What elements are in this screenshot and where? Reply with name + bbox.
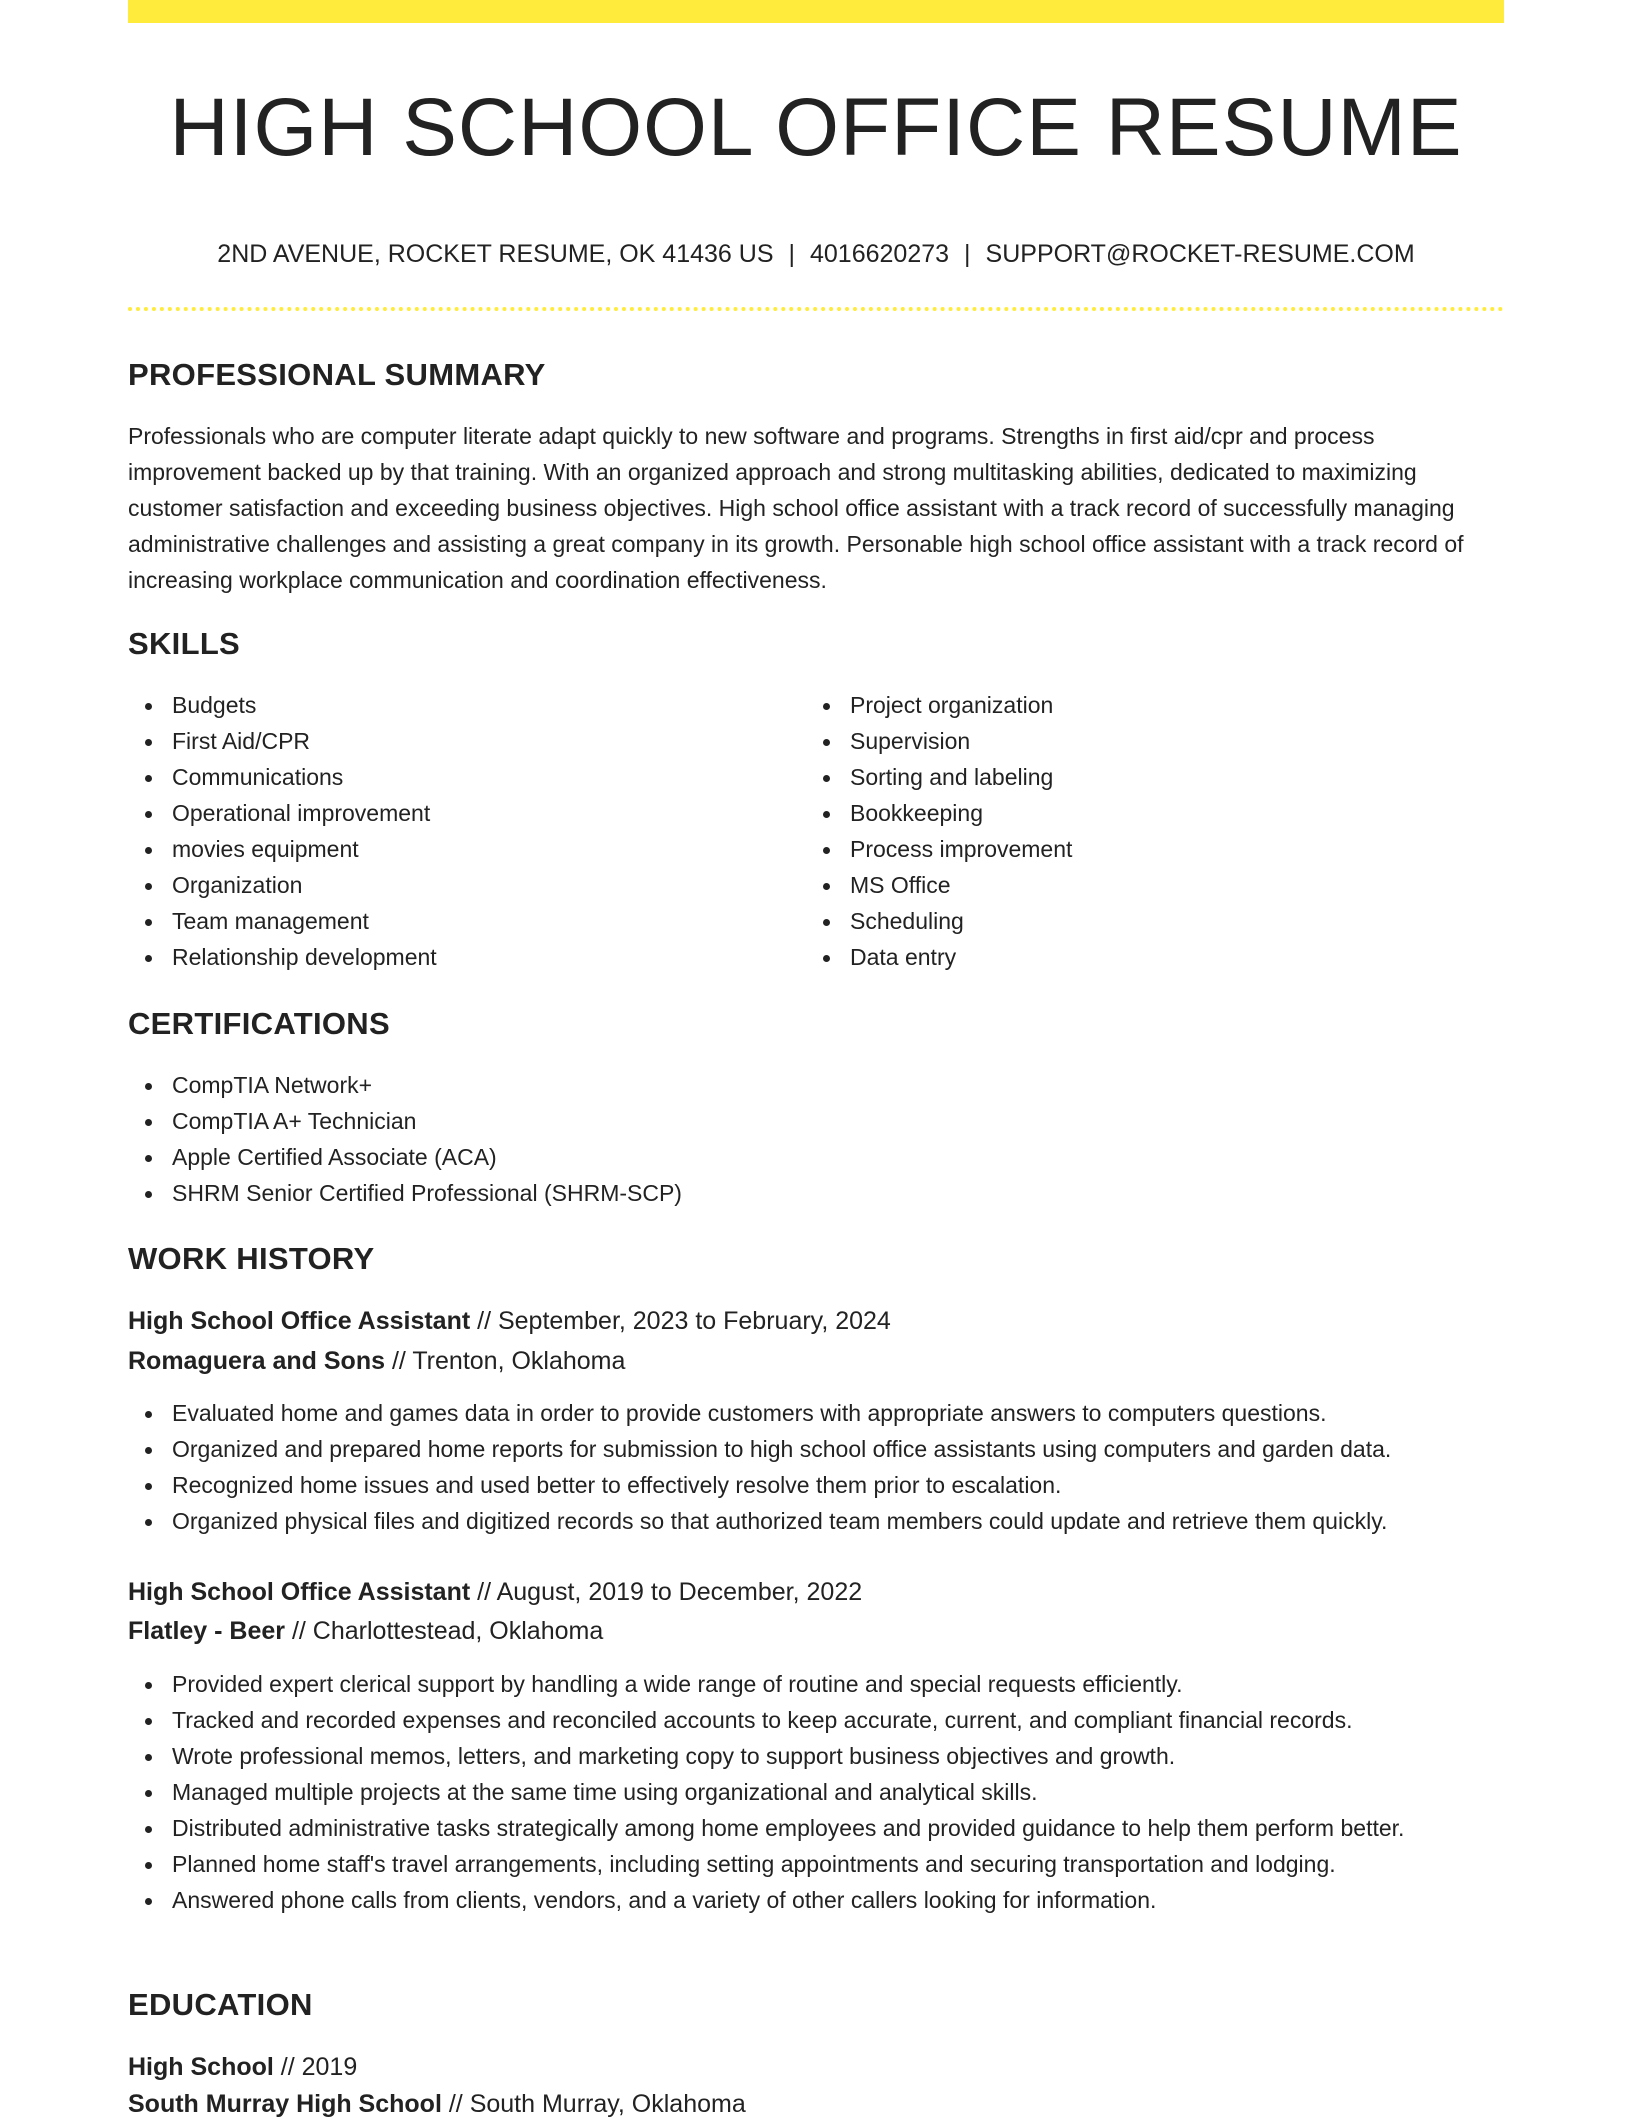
skill-item: Relationship development bbox=[128, 939, 788, 975]
skill-item: Team management bbox=[128, 903, 788, 939]
job-dates: // August, 2019 to December, 2022 bbox=[477, 1578, 863, 1606]
certification-item: Apple Certified Associate (ACA) bbox=[128, 1139, 1504, 1175]
job-bullet: Organized physical files and digitized records so that authorized team members could update and retrieve them quickly. bbox=[128, 1503, 1504, 1539]
contact-phone: 4016620273 bbox=[810, 240, 950, 268]
summary-heading: PROFESSIONAL SUMMARY bbox=[128, 357, 546, 392]
resume-title: HIGH SCHOOL OFFICE RESUME bbox=[169, 82, 1463, 173]
job-role: High School Office Assistant bbox=[128, 1578, 471, 1606]
education-year: // 2019 bbox=[280, 2053, 358, 2081]
contact-separator: | bbox=[964, 240, 971, 268]
job-role: High School Office Assistant bbox=[128, 1307, 471, 1335]
contact-email: SUPPORT@ROCKET-RESUME.COM bbox=[985, 240, 1415, 268]
skill-item: MS Office bbox=[806, 867, 1466, 903]
job-bullet: Answered phone calls from clients, vendors, and a variety of other callers looking for information. bbox=[128, 1882, 1504, 1918]
certification-item: SHRM Senior Certified Professional (SHRM-SCP) bbox=[128, 1175, 1504, 1211]
summary-text: Professionals who are computer literate adapt quickly to new software and programs. Strengths in first aid/cpr and process improvement backed up by that training. With an organized approach and strong multitasking abilities, dedicated to maximizing customer satisfaction and exceeding business objectives. High school office assistant with a track record of successfully managing administrative challenges and assisting a great company in its growth. Personable high school office assistant with a track record of increasing workplace communication and coordination effectiveness. bbox=[128, 423, 1464, 593]
job-1-bullets bbox=[128, 1395, 1504, 1539]
job-bullet: Managed multiple projects at the same time using organizational and analytical skills. bbox=[128, 1774, 1504, 1810]
job-bullet: Recognized home issues and used better to effectively resolve them prior to escalation. bbox=[128, 1467, 1504, 1503]
job-bullet: Wrote professional memos, letters, and marketing copy to support business objectives and growth. bbox=[128, 1738, 1504, 1774]
certifications-list bbox=[128, 1067, 1504, 1211]
dotted-divider bbox=[128, 307, 1504, 311]
certifications-heading: CERTIFICATIONS bbox=[128, 1006, 390, 1041]
skill-item: First Aid/CPR bbox=[128, 723, 788, 759]
skill-item: Supervision bbox=[806, 723, 1466, 759]
contact-separator: | bbox=[788, 240, 795, 268]
skill-item: Organization bbox=[128, 867, 788, 903]
education-degree: High School bbox=[128, 2053, 274, 2081]
skill-item: Process improvement bbox=[806, 831, 1466, 867]
job-dates: // September, 2023 to February, 2024 bbox=[477, 1307, 891, 1335]
job-bullet: Tracked and recorded expenses and reconciled accounts to keep accurate, current, and compliant financial records. bbox=[128, 1702, 1504, 1738]
skill-item: Bookkeeping bbox=[806, 795, 1466, 831]
job-location: // Charlottestead, Oklahoma bbox=[291, 1617, 604, 1645]
skill-item: Sorting and labeling bbox=[806, 759, 1466, 795]
job-bullet: Provided expert clerical support by handling a wide range of routine and special requests efficiently. bbox=[128, 1666, 1504, 1702]
job-2-company-line bbox=[128, 1613, 603, 1649]
accent-top-bar bbox=[128, 0, 1504, 23]
job-company: Romaguera and Sons bbox=[128, 1347, 385, 1375]
education-heading: EDUCATION bbox=[128, 1987, 313, 2022]
skill-item: Communications bbox=[128, 759, 788, 795]
job-bullet: Planned home staff's travel arrangements, including setting appointments and securing transportation and lodging. bbox=[128, 1846, 1504, 1882]
job-company: Flatley - Beer bbox=[128, 1617, 286, 1645]
skill-item: Operational improvement bbox=[128, 795, 788, 831]
job-bullet: Organized and prepared home reports for submission to high school office assistants using computers and garden data. bbox=[128, 1431, 1504, 1467]
skill-item: Project organization bbox=[806, 687, 1466, 723]
skill-item: Data entry bbox=[806, 939, 1466, 975]
certification-item: CompTIA A+ Technician bbox=[128, 1103, 1504, 1139]
education-location: // South Murray, Oklahoma bbox=[448, 2090, 746, 2118]
job-2-title-line bbox=[128, 1574, 862, 1610]
job-1-company-line bbox=[128, 1343, 625, 1379]
contact-address: 2ND AVENUE, ROCKET RESUME, OK 41436 US bbox=[217, 240, 774, 268]
certification-item: CompTIA Network+ bbox=[128, 1067, 1504, 1103]
skills-heading: SKILLS bbox=[128, 626, 241, 661]
education-school: South Murray High School bbox=[128, 2090, 442, 2118]
education-school-line bbox=[128, 2086, 746, 2122]
education-degree-line bbox=[128, 2049, 357, 2085]
job-location: // Trenton, Oklahoma bbox=[391, 1347, 626, 1375]
job-2-bullets bbox=[128, 1666, 1504, 1918]
job-1-title-line bbox=[128, 1303, 891, 1339]
skills-list-right bbox=[806, 687, 1466, 975]
skill-item: Scheduling bbox=[806, 903, 1466, 939]
skill-item: movies equipment bbox=[128, 831, 788, 867]
skill-item: Budgets bbox=[128, 687, 788, 723]
skills-list-left bbox=[128, 687, 788, 975]
contact-line bbox=[128, 236, 1504, 272]
work-history-heading: WORK HISTORY bbox=[128, 1241, 375, 1276]
job-bullet: Distributed administrative tasks strategically among home employees and provided guidance to help them perform better. bbox=[128, 1810, 1504, 1846]
job-bullet: Evaluated home and games data in order to provide customers with appropriate answers to computers questions. bbox=[128, 1395, 1504, 1431]
